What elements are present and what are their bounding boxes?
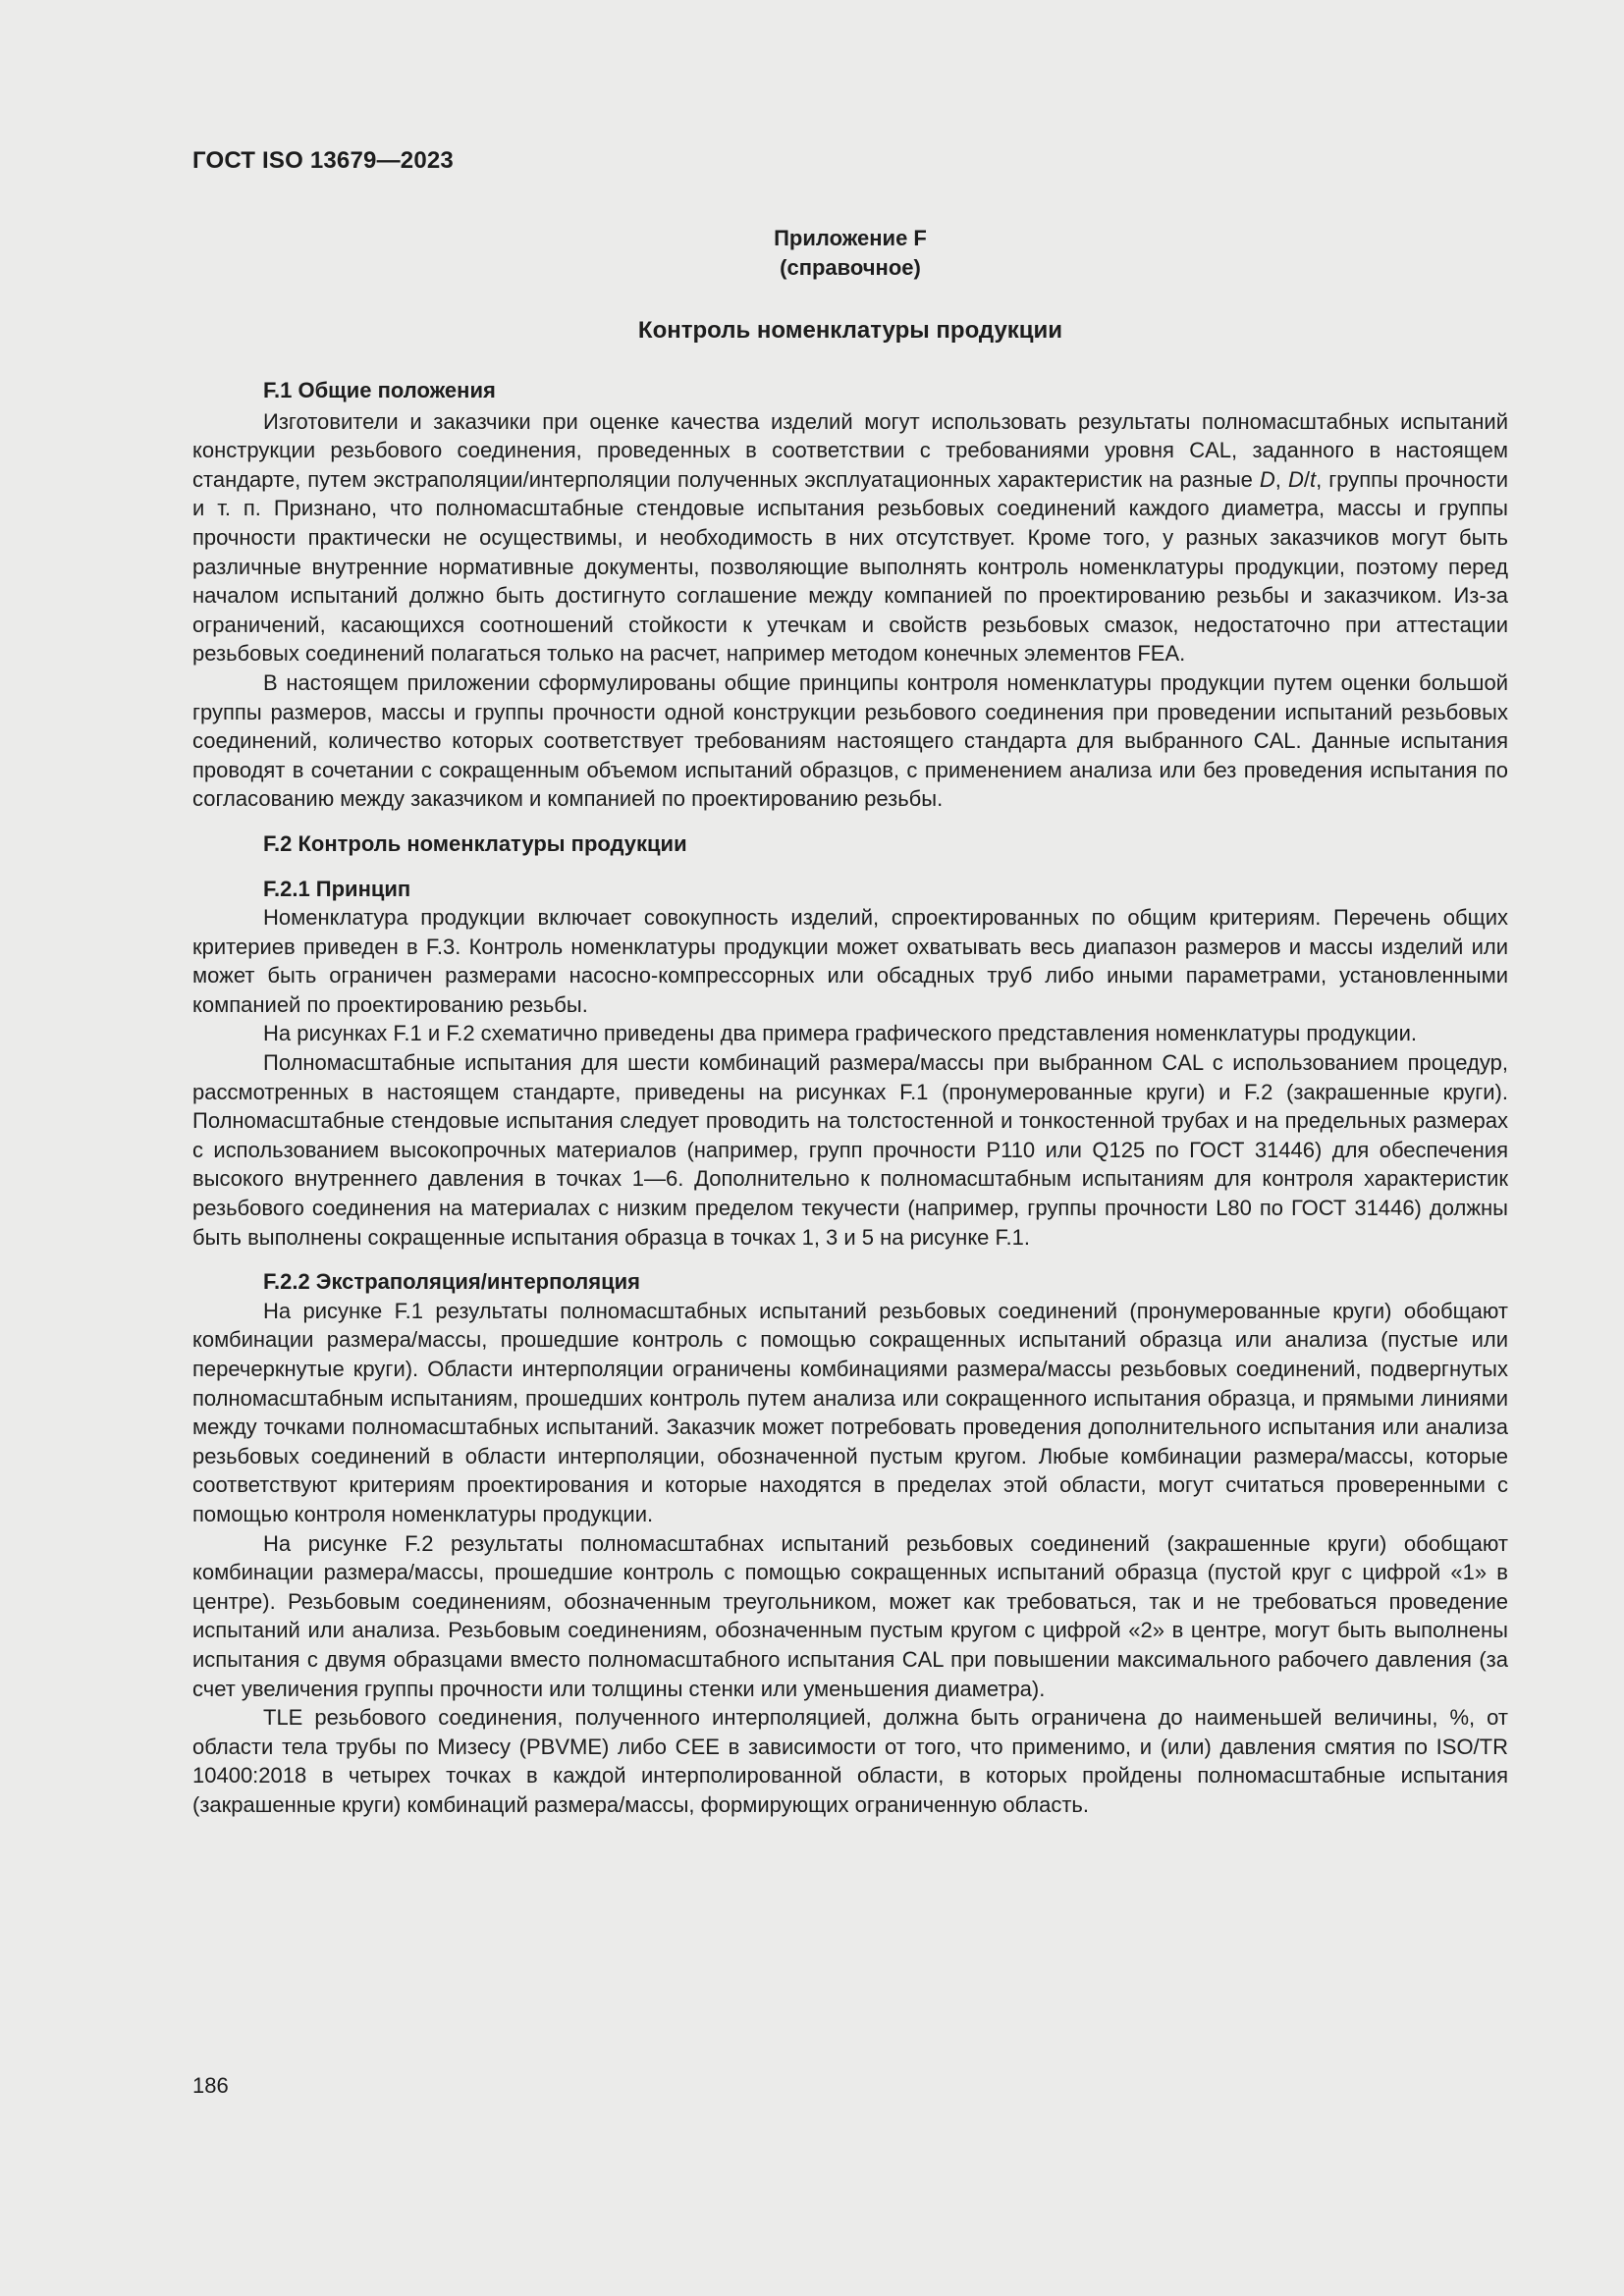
- paragraph-f21-1: Номенклатура продукции включает совокупность изделий, спроектированных по общим критериям. Перечень общих критериев приведен в F.3. Контроль номенклатуры продукции может охватывать весь диапазон размеров и массы изделий или может быть ограничен размерами насосно-компрессорных или обсадных труб либо иными параметрами, установленными компанией по проектированию резьбы.: [192, 905, 1508, 1017]
- paragraph-f1-2: В настоящем приложении сформулированы общие принципы контроля номенклатуры продукции путем оценки большой группы размеров, массы и группы прочности одной конструкции резьбового соединения при проведении испытаний резьбовых соединений, количество которых соответствует требованиям настоящего стандарта для выбранного CAL. Данные испытания проводят в сочетании с сокращенным объемом испытаний образцов, с применением анализа или без проведения испытания по согласованию между заказчиком и компанией по проектированию резьбы.: [192, 669, 1508, 812]
- paragraph-f1-1-start: Изготовители и заказчики при оценке качества изделий могут использовать результаты полномасштабных испытаний конструкции резьбового соединения, проведенных в соответствии с требованиями уровня CAL, заданного в настоящем стандарте, путем экстраполяции/интерполяции полученных эксплуатационных характеристик на разные: [192, 408, 1508, 492]
- section-heading-f1: F.1 Общие положения: [263, 378, 496, 402]
- variable-d: D: [1259, 466, 1275, 492]
- variable-d2: D: [1287, 466, 1304, 492]
- slash: /: [1303, 466, 1310, 492]
- annex-status: (справочное): [780, 255, 921, 280]
- annex-title: Контроль номенклатуры продукции: [637, 317, 1063, 344]
- paragraph-f22-1: На рисунке F.1 результаты полномасштабных испытаний резьбовых соединений (пронумерованные круги) обобщают комбинации размера/массы, прошедшие контроль с помощью сокращенных испытаний образца или анализа (пустые или перечеркнутые круги). Области интерполяции ограничены комбинациями размера/массы резьбовых соединений, подвергнутых полномасштабным испытаниям, прошедших контроль путем анализа или сокращенного испытания образца, и прямыми линиями между точками полномасштабных испытаний. Заказчик может потребовать проведения дополнительного испытания или анализа резьбовых соединений в области интерполяции, обозначенной пустым кругом. Любые комбинации размера/массы, которые соответствуют критериям проектирования и которые находятся в пределах этой области, могут считаться проверенными с помощью контроля номенклатуры продукции.: [192, 1298, 1508, 1526]
- section-heading-f22: F.2.2 Экстраполяция/интерполяция: [263, 1269, 640, 1295]
- separator: ,: [1274, 466, 1288, 492]
- document-body: [192, 376, 1508, 1820]
- paragraph-f1-1: [192, 407, 1508, 668]
- section-heading-f21: F.2.1 Принцип: [263, 876, 411, 901]
- variable-t: t: [1309, 466, 1317, 492]
- annex-label: Приложение F: [774, 226, 927, 250]
- paragraph-f1-1-rest: , группы прочности и т. п. Признано, что полномасштабные стендовые испытания резьбовых соединений каждого диаметра, массы и группы прочности практически не осуществимы, и необходимость в них отсутствует. Кроме того, у разных заказчиков могут быть различные внутренние нормативные документы, позволяющие выполнять контроль номенклатуры продукции, поэтому перед началом испытаний должно быть достигнуто соглашение между компанией по проектированию резьбы и заказчиком. Из-за ограничений, касающихся соотношений стойкости к утечкам и свойств резьбовых смазок, недостаточно при аттестации резьбовых соединений полагаться только на расчет, например методом конечных элементов FEA.: [192, 466, 1508, 667]
- paragraph-f22-3: TLE резьбового соединения, полученного интерполяцией, должна быть ограничена до наименьшей величины, %, от области тела трубы по Мизесу (PBVME) либо CEE в зависимости от того, что применимо, и (или) давления смятия по ISO/TR 10400:2018 в четырех точках в каждой интерполированной области, в которых пройдены полномасштабные испытания (закрашенные круги) комбинаций размера/массы, формирующих ограниченную область.: [192, 1705, 1508, 1817]
- paragraph-f21-3: Полномасштабные испытания для шести комбинаций размера/массы при выбранном CAL с использованием процедур, рассмотренных в настоящем стандарте, приведены на рисунках F.1 (пронумерованные круги) и F.2 (закрашенные круги). Полномасштабные стендовые испытания следует проводить на толстостенной и тонкостенной трубах и на предельных размерах с использованием высокопрочных материалов (например, групп прочности P110 или Q125 по ГОСТ 31446) для обеспечения высокого внутреннего давления в точках 1—6. Дополнительно к полномасштабным испытаниям для контроля характеристик резьбового соединения на материалах с низким пределом текучести (например, группы прочности L80 по ГОСТ 31446) должны быть выполнены сокращенные испытания образца в точках 1, 3 и 5 на рисунке F.1.: [192, 1050, 1508, 1250]
- page-number: 186: [192, 2073, 229, 2098]
- paragraph-f21-2: На рисунках F.1 и F.2 схематично приведены два примера графического представления номенклатуры продукции.: [263, 1021, 1418, 1046]
- paragraph-f22-2: На рисунке F.2 результаты полномасштабнах испытаний резьбовых соединений (закрашенные круги) обобщают комбинации размера/массы, прошедшие контроль с помощью сокращенных испытаний образца (пустой круг с цифрой «1» в центре). Резьбовым соединениям, обозначенным треугольником, может как требоваться, так и не требоваться проведение испытаний или анализа. Резьбовым соединениям, обозначенным пустым кругом с цифрой «2» в центре, могут быть выполнены испытания с двумя образцами вместо полномасштабного испытания CAL при повышении максимального рабочего давления (за счет увеличения группы прочности или толщины стенки или уменьшения диаметра).: [192, 1530, 1508, 1701]
- annex-header: [192, 224, 1508, 283]
- document-code: ГОСТ ISO 13679—2023: [192, 147, 454, 174]
- section-heading-f2: F.2 Контроль номенклатуры продукции: [263, 830, 687, 856]
